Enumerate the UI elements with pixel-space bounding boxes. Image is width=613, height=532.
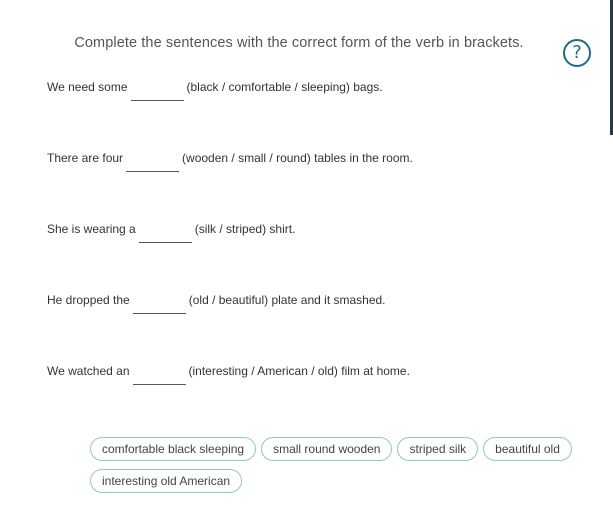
sentence-5 [47, 363, 413, 434]
word-chip-small-round-wooden[interactable]: small round wooden [261, 437, 392, 461]
answer-blank-4[interactable] [133, 291, 186, 314]
word-bank [90, 437, 590, 493]
sentence-text-after: (old / beautiful) plate and it smashed. [188, 293, 386, 307]
sentence-4 [47, 292, 413, 363]
sentence-1 [47, 79, 413, 150]
answer-blank-5[interactable] [133, 362, 186, 385]
answer-blank-2[interactable] [126, 149, 179, 172]
instruction-text: Complete the sentences with the correct form of the verb in brackets. [74, 35, 524, 51]
word-chip-comfortable-black-sleeping[interactable]: comfortable black sleeping [90, 437, 256, 461]
sentence-text-before: He dropped the [47, 293, 130, 307]
sentence-text-after: (silk / striped) shirt. [194, 222, 296, 236]
word-chip-striped-silk[interactable]: striped silk [397, 437, 478, 461]
sentence-text-before: There are four [47, 151, 124, 165]
sentence-text-before: We watched an [47, 364, 130, 378]
answer-blank-3[interactable] [139, 220, 192, 243]
answer-blank-1[interactable] [131, 78, 184, 101]
word-chip-interesting-old-american[interactable]: interesting old American [90, 469, 242, 493]
sentence-text-after: (interesting / American / old) film at home. [188, 364, 410, 378]
question-mark-icon: ? [572, 42, 582, 63]
help-button[interactable] [563, 39, 591, 67]
sentence-text-before: We need some [47, 80, 128, 94]
sentence-list [47, 79, 413, 434]
sentence-text-after: (black / comfortable / sleeping) bags. [186, 80, 383, 94]
sentence-text-after: (wooden / small / round) tables in the room. [182, 151, 413, 165]
sentence-text-before: She is wearing a [47, 222, 136, 236]
word-chip-beautiful-old[interactable]: beautiful old [483, 437, 572, 461]
sentence-3 [47, 221, 413, 292]
sentence-2 [47, 150, 413, 221]
